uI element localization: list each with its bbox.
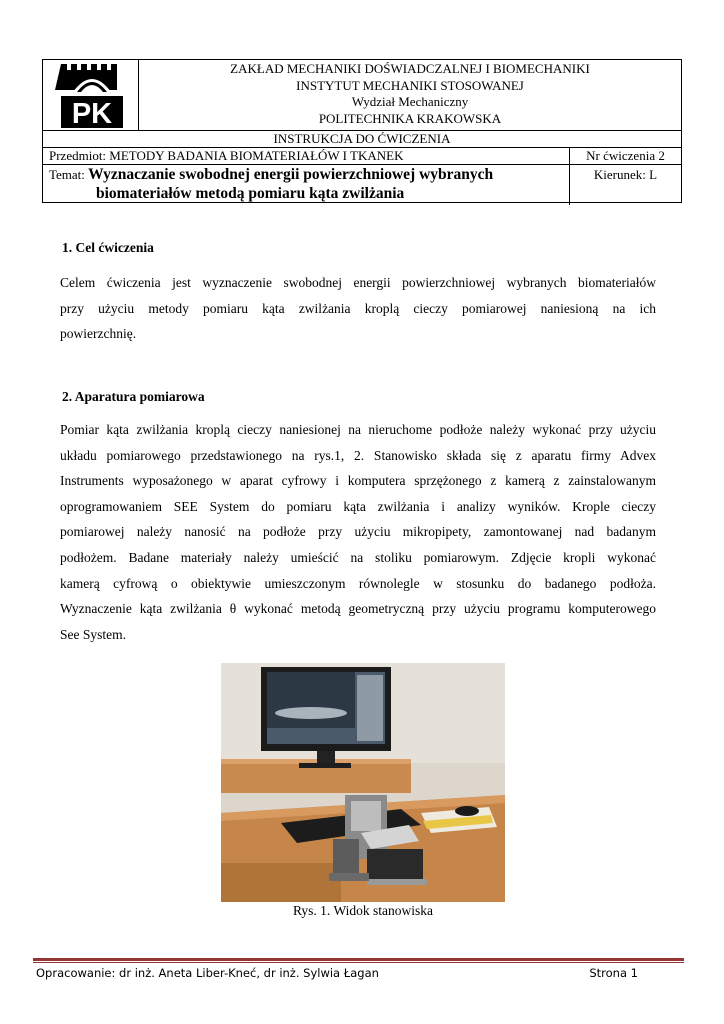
- footer-rule-thin: [33, 962, 684, 963]
- university-name: POLITECHNIKA KRAKOWSKA: [318, 110, 502, 126]
- faculty-name: Wydział Mechaniczny: [351, 94, 469, 109]
- exercise-number: Nr ćwiczenia 2: [586, 148, 665, 163]
- text-line: See System.: [60, 626, 126, 642]
- section-2-paragraph: [60, 417, 656, 647]
- topic-row: [43, 164, 681, 205]
- text-line: podłożem. Badane materiały należy umieścić na stoliku pomiarowym. Zdjęcie kropli wykonać: [60, 549, 656, 565]
- text-line: kamerą cyfrową o obiektywie umieszczonym równolegle w stosunku do badanego podłoża.: [60, 575, 656, 591]
- university-logo-cell: [43, 60, 139, 130]
- institute-name: INSTYTUT MECHANIKI STOSOWANEJ: [296, 77, 524, 93]
- section-1-heading: 1. Cel ćwiczenia: [62, 240, 154, 255]
- station-photo-image: [221, 663, 505, 902]
- subject-row: [43, 147, 681, 165]
- text-line: oprogramowaniem SEE System do pomiaru kąta zwilżania i analizy wyników. Krople cieczy: [60, 498, 656, 514]
- text-line: Celem ćwiczenia jest wyznaczenie swobodnej energii powierzchniowej wybranych biomateriałów: [60, 275, 656, 290]
- topic-first-line: [49, 166, 493, 184]
- topic-text-2: biomateriałów metodą pomiaru kąta zwilżania: [96, 185, 405, 202]
- text-line: Instruments wyposażonego w aparat cyfrowy i komputera sprzężonego z kamerą z zainstalowanym: [60, 473, 656, 489]
- department-name: ZAKŁAD MECHANIKI DOŚWIADCZALNEJ I BIOMECHANIKI: [230, 61, 590, 76]
- footer-author: Opracowanie: dr inż. Aneta Liber-Kneć, dr inż. Sylwia Łagan: [36, 966, 379, 980]
- direction: Kierunek: L: [593, 167, 658, 182]
- station-photo: [221, 663, 505, 902]
- text-line: pomiarowej należy nanosić na podłoże przy użyciu mikropipety, zamontowanej nad badanym: [60, 524, 656, 540]
- footer-rule-thick: [33, 958, 684, 961]
- document-header: [42, 59, 682, 203]
- page-number: Strona 1: [589, 966, 638, 980]
- subject-text: Przedmiot: METODY BADANIA BIOMATERIAŁÓW I TKANEK: [43, 148, 570, 165]
- text-line: powierzchnię.: [60, 326, 137, 342]
- text-line: przy użyciu metody pomiaru kąta zwilżania kroplą cieczy pomiarowej naniesioną na ich: [60, 300, 656, 316]
- section-1-paragraph: [60, 270, 656, 347]
- figure-caption: Rys. 1. Widok stanowiska: [292, 903, 434, 918]
- text-line: Wyznaczenie kąta zwilżania θ wykonać metodą geometryczną przy użyciu programu komputerowego: [60, 601, 656, 617]
- logo-letters: PK: [71, 98, 113, 130]
- topic-text-1: Wyznaczanie swobodnej energii powierzchniowej wybranych: [88, 166, 494, 183]
- pk-logo-icon: [43, 60, 139, 130]
- topic-cell: [43, 165, 570, 205]
- text-line: układu pomiarowego przedstawionego na rys.1, 2. Stanowisko składa się z aparatu firmy Advex: [60, 447, 656, 463]
- section-2-heading: 2. Aparatura pomiarowa: [62, 389, 205, 404]
- institution-block: [139, 60, 681, 131]
- text-line: Pomiar kąta zwilżania kroplą cieczy naniesionej na nieruchome podłoże należy wykonać przy użyciu: [60, 422, 656, 437]
- topic-label: Temat:: [49, 167, 85, 182]
- instruction-title: INSTRUKCJA DO ĆWICZENIA: [43, 130, 681, 148]
